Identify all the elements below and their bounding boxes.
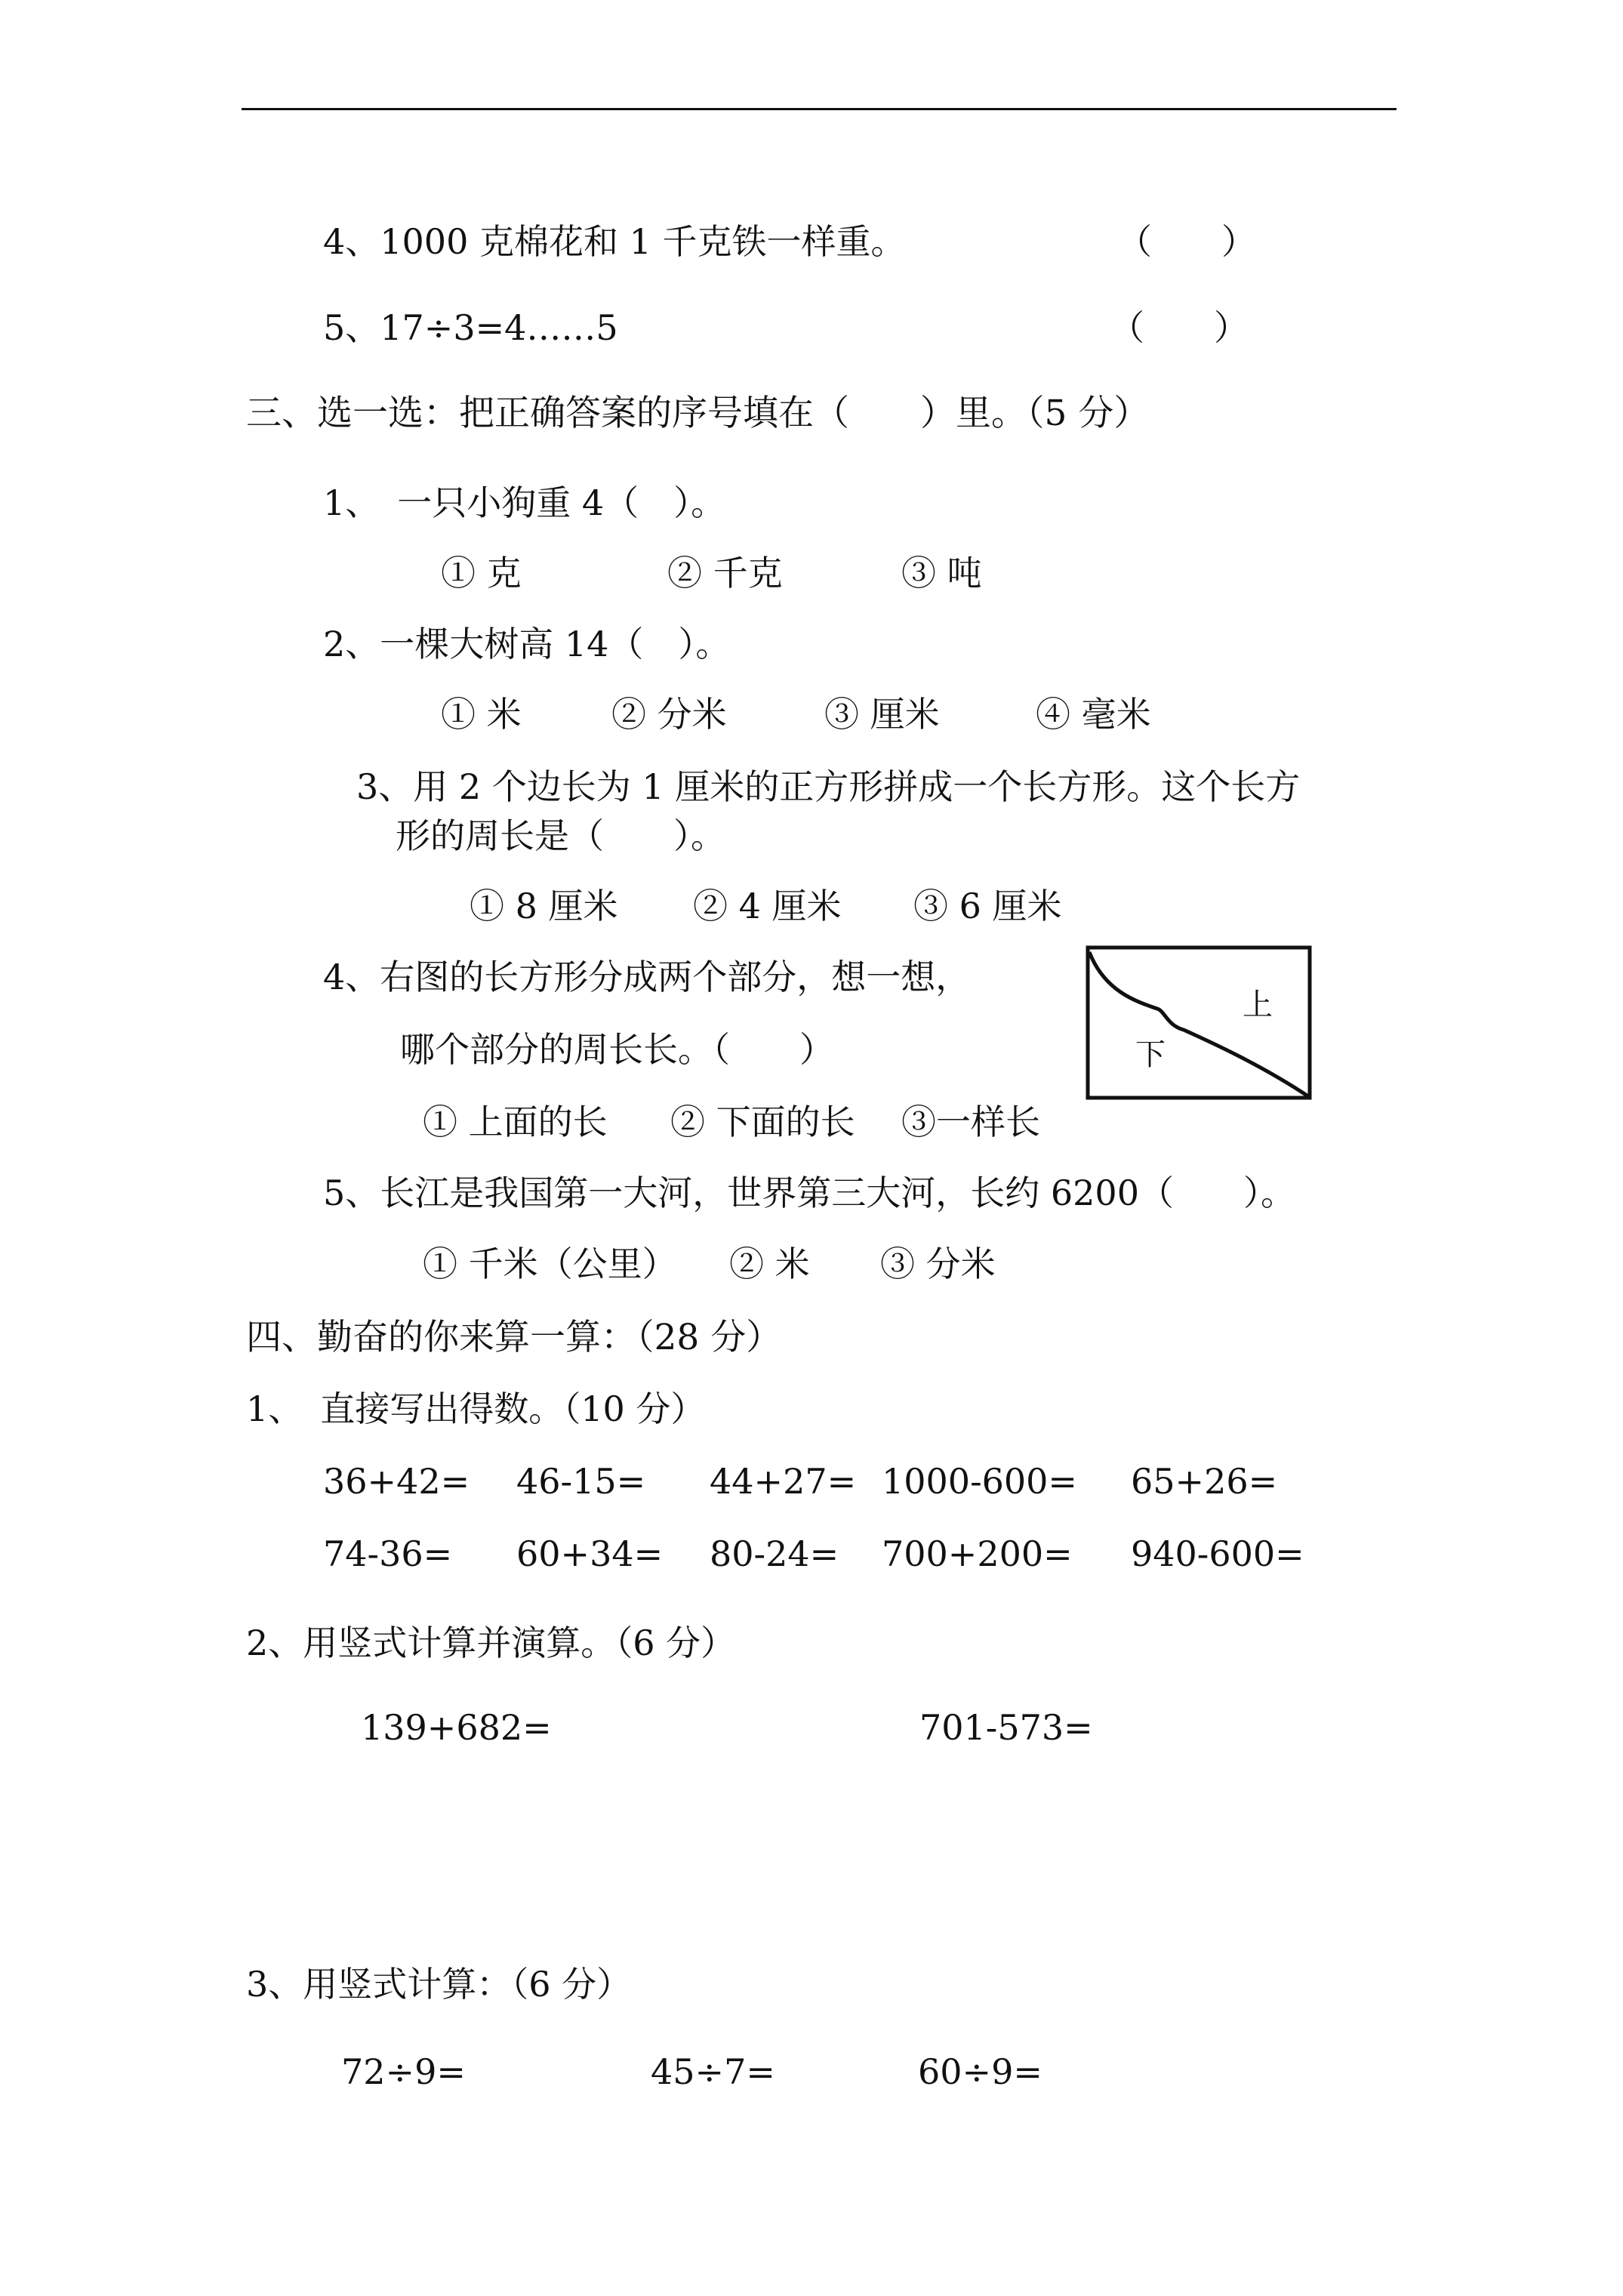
mental-calc-r1-c1: 36+42= <box>323 1461 470 1502</box>
division-calc-3: 60÷9= <box>918 2051 1042 2092</box>
q5-option-3[interactable]: ③ 分米 <box>880 1244 996 1284</box>
mental-calc-r1-c4: 1000-600= <box>882 1461 1077 1502</box>
mental-calc-r2-c5: 940-600= <box>1131 1533 1304 1574</box>
q3-stem-line1: 3、用 2 个边长为 1 厘米的正方形拼成一个长方形。这个长方 <box>356 766 1301 807</box>
q1-option-1[interactable]: ① 克 <box>441 553 522 593</box>
q4-stem-line1: 4、右图的长方形分成两个部分，想一想， <box>323 957 971 997</box>
q4-option-2[interactable]: ② 下面的长 <box>670 1102 855 1142</box>
part3-title: 3、用竖式计算：（6 分） <box>246 1964 632 2005</box>
q1-option-3[interactable]: ③ 吨 <box>901 553 982 593</box>
q4-stem-line2: 哪个部分的周长长。（ ） <box>400 1029 834 1070</box>
mental-calc-r1-c2: 46-15= <box>516 1461 646 1502</box>
q5-stem: 5、长江是我国第一大河，世界第三大河，长约 6200（ ）。 <box>323 1173 1295 1213</box>
q1-option-2[interactable]: ② 千克 <box>667 553 783 593</box>
part1-title: 1、 直接写出得数。（10 分） <box>246 1388 706 1429</box>
mental-calc-r2-c4: 700+200= <box>882 1533 1073 1574</box>
q1-stem: 1、 一只小狗重 4（ ）。 <box>323 482 726 523</box>
q3-option-1[interactable]: ① 8 厘米 <box>470 886 618 926</box>
q5-option-1[interactable]: ① 千米（公里） <box>423 1244 677 1284</box>
q4-option-1[interactable]: ① 上面的长 <box>423 1102 608 1142</box>
q2-option-2[interactable]: ② 分米 <box>611 694 727 735</box>
judge-item-4: 4、1000 克棉花和 1 千克铁一样重。 <box>323 221 906 262</box>
mental-calc-r2-c3: 80-24= <box>710 1533 839 1574</box>
mental-calc-r1-c5: 65+26= <box>1131 1461 1278 1502</box>
q3-stem-line2: 形的周长是（ ）。 <box>396 815 725 856</box>
vertical-calc-1: 139+682= <box>361 1707 552 1748</box>
section3-title: 三、选一选：把正确答案的序号填在（ ）里。（5 分） <box>246 393 1150 434</box>
q2-option-4[interactable]: ④ 毫米 <box>1036 694 1151 735</box>
figure-label-lower: 下 <box>1135 1037 1166 1072</box>
vertical-calc-2: 701-573= <box>919 1707 1093 1748</box>
figure-dividing-curve <box>1089 952 1308 1096</box>
q2-stem: 2、一棵大树高 14（ ）。 <box>323 624 731 664</box>
header-rule <box>242 108 1397 110</box>
q4-option-3[interactable]: ③一样长 <box>901 1102 1040 1142</box>
mental-calc-r2-c2: 60+34= <box>516 1533 664 1574</box>
q2-option-1[interactable]: ① 米 <box>441 694 522 735</box>
part2-title: 2、用竖式计算并演算。（6 分） <box>246 1623 736 1663</box>
judge-item-5: 5、17÷3=4……5 <box>323 307 618 348</box>
divided-rectangle-figure <box>1086 945 1312 1100</box>
q5-option-2[interactable]: ② 米 <box>729 1244 810 1284</box>
division-calc-2: 45÷7= <box>651 2051 775 2092</box>
judge-item-5-bracket[interactable]: （ ） <box>1110 307 1249 348</box>
q3-option-2[interactable]: ② 4 厘米 <box>693 886 842 926</box>
division-calc-1: 72÷9= <box>341 2051 466 2092</box>
judge-item-4-bracket[interactable]: （ ） <box>1117 221 1256 262</box>
q2-option-3[interactable]: ③ 厘米 <box>824 694 940 735</box>
section4-title: 四、勤奋的你来算一算：（28 分） <box>246 1317 782 1358</box>
q3-option-3[interactable]: ③ 6 厘米 <box>913 886 1062 926</box>
mental-calc-r2-c1: 74-36= <box>323 1533 453 1574</box>
figure-label-upper: 上 <box>1243 988 1273 1022</box>
mental-calc-r1-c3: 44+27= <box>710 1461 857 1502</box>
